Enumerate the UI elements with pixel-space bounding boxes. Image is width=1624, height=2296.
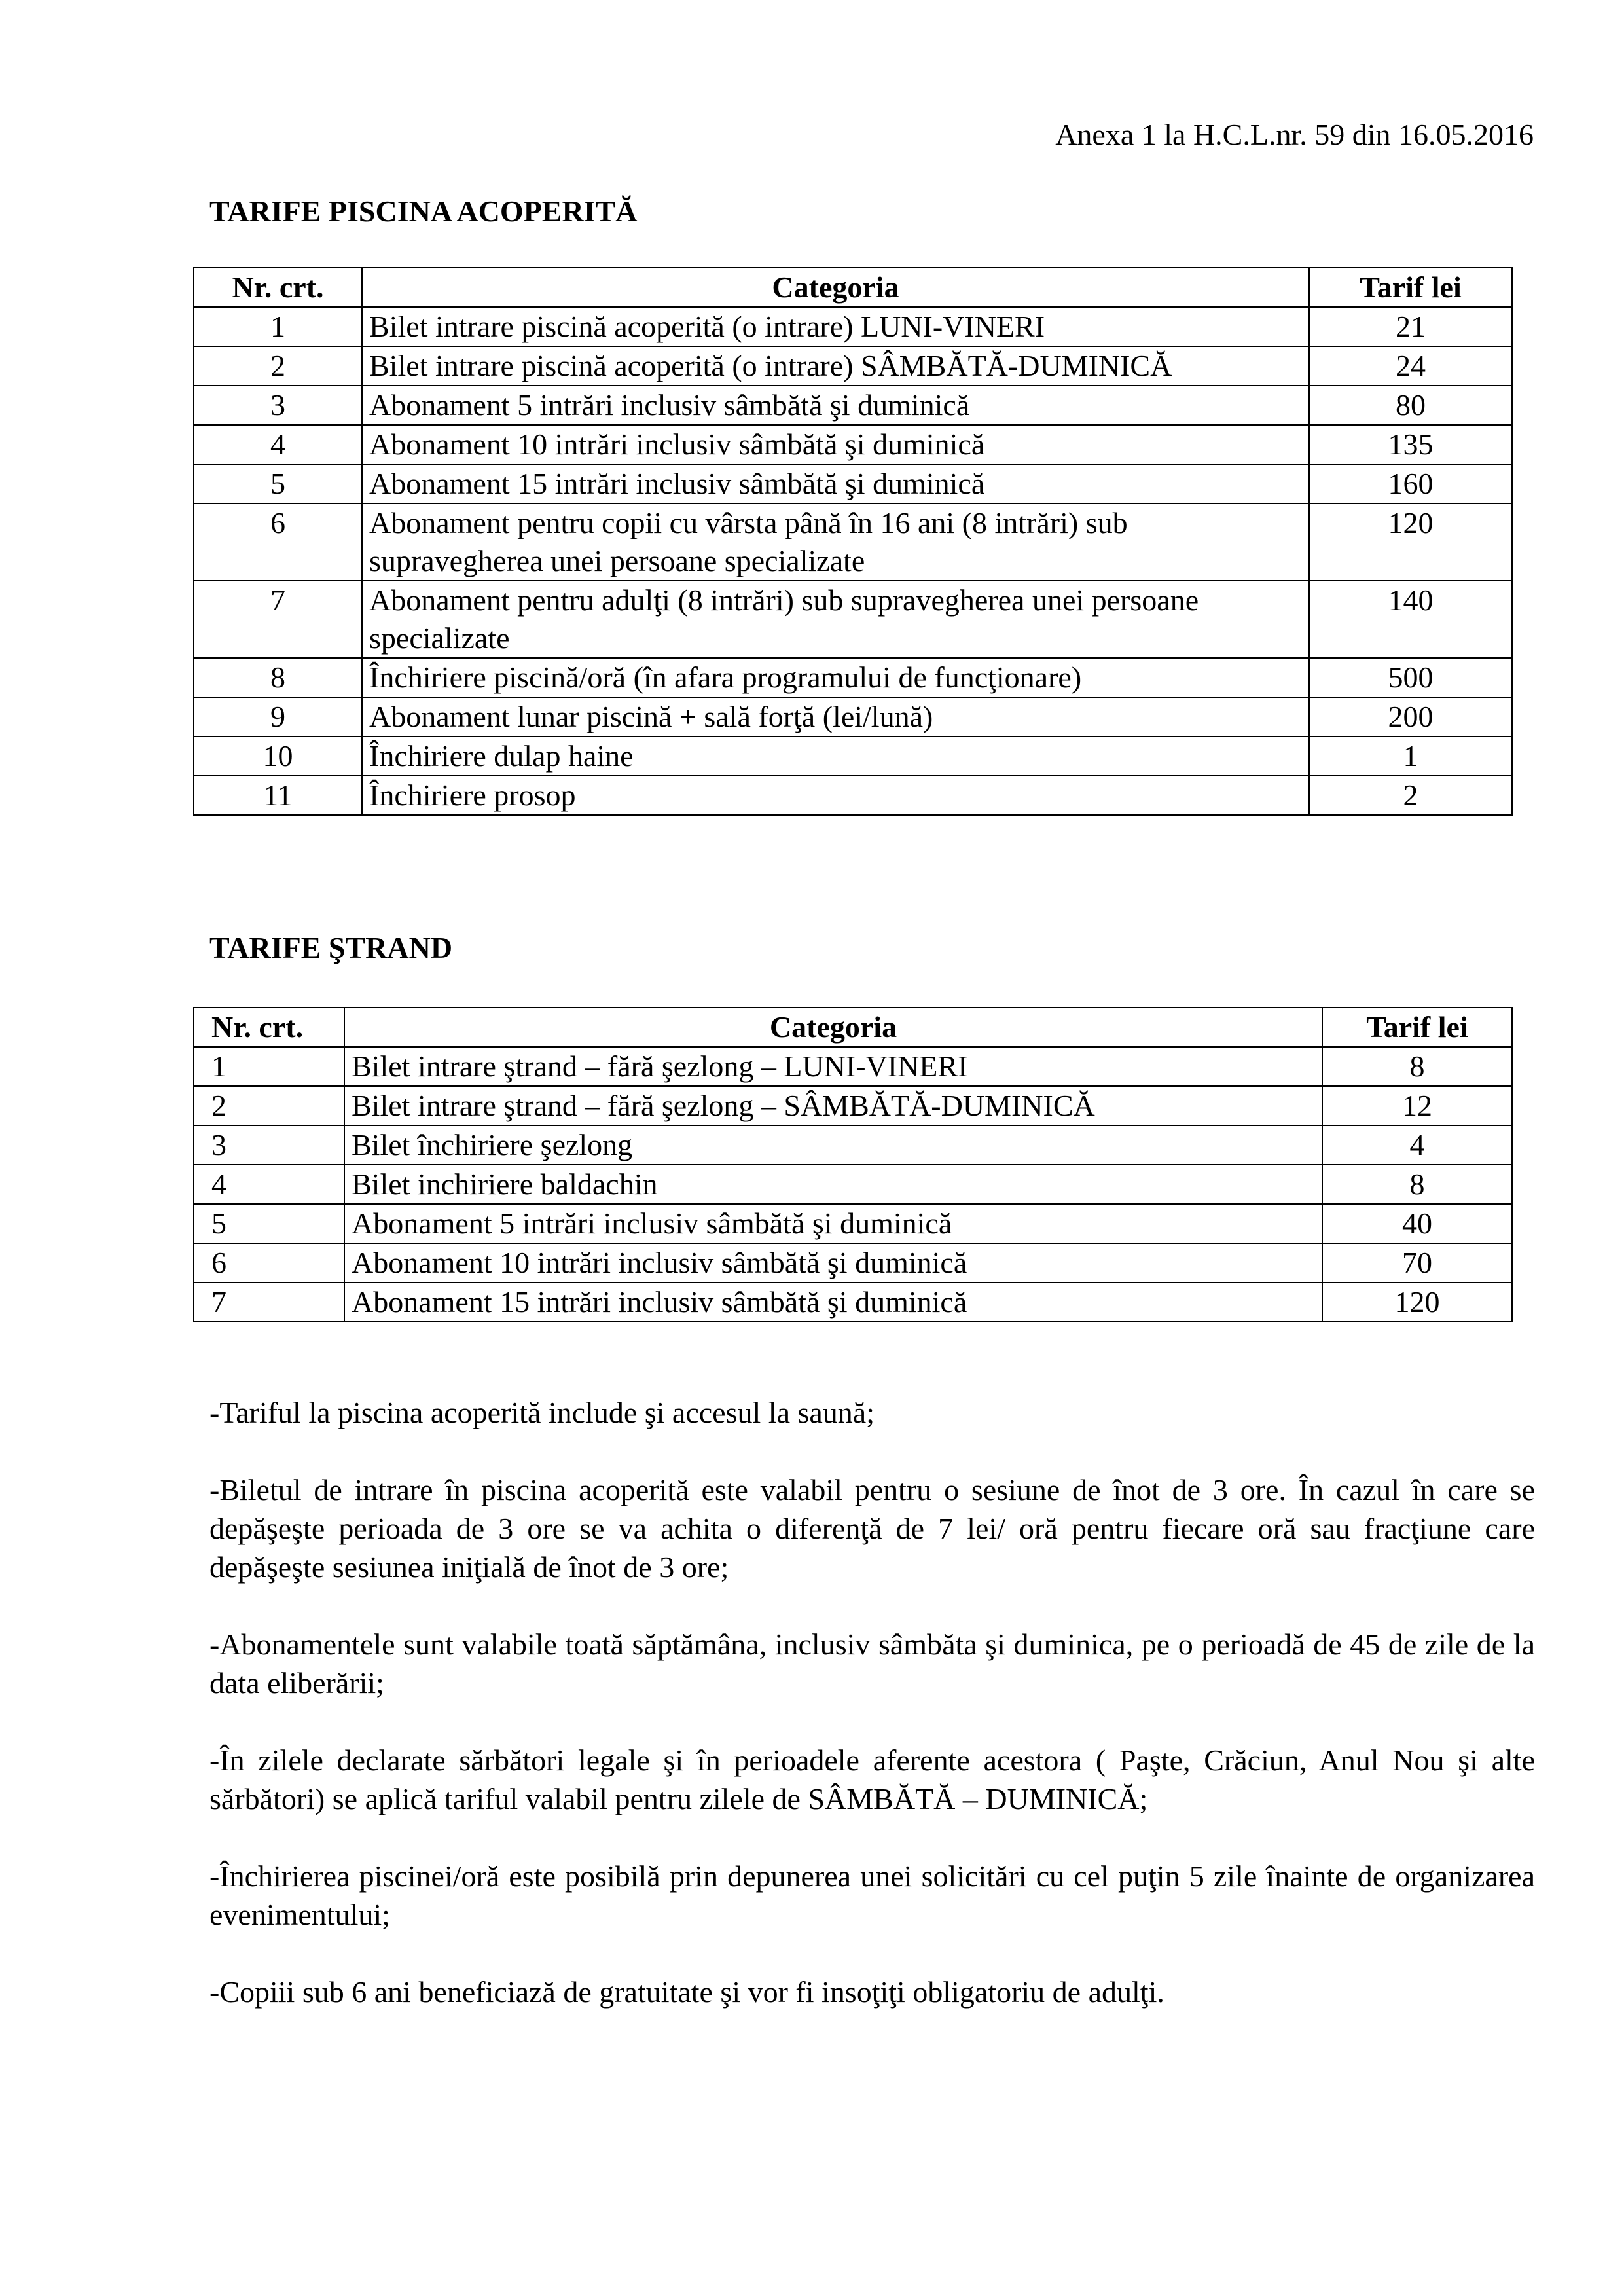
row-number: 1 (194, 307, 362, 346)
table-row (194, 1125, 1512, 1165)
row-tariff: 200 (1309, 697, 1512, 737)
row-number: 4 (194, 1165, 344, 1204)
row-category: Abonament 15 intrări inclusiv sâmbătă şi duminică (344, 1283, 1322, 1322)
note-paragraph: -Biletul de intrare în piscina acoperită este valabil pentru o sesiune de înot de 3 ore. În cazul în care se depăşeşte perioada de 3 ore se va achita o diferenţă de 7 lei/ oră pentru fiecare oră sau fracţiune care depăşeşte sesiunea iniţială de înot de 3 ore; (209, 1473, 1535, 1584)
row-tariff: 24 (1309, 346, 1512, 386)
row-tariff: 120 (1309, 503, 1512, 581)
row-number: 3 (194, 386, 362, 425)
row-category: Abonament 15 intrări inclusiv sâmbătă şi duminică (362, 464, 1309, 503)
table-row (194, 386, 1512, 425)
header-categoria: Categoria (362, 268, 1309, 307)
table-row (194, 776, 1512, 815)
table-row (194, 307, 1512, 346)
note-paragraph: -Închirierea piscinei/oră este posibilă prin depunerea unei solicitări cu cel puţin 5 zile înainte de organizarea evenimentului; (209, 1859, 1535, 1931)
row-category: Bilet intrare ştrand – fără şezlong – LUNI-VINERI (344, 1047, 1322, 1086)
row-category: Abonament pentru copii cu vârsta până în 16 ani (8 intrări) sub supravegherea unei persoane specializate (362, 503, 1309, 581)
row-number: 8 (194, 658, 362, 697)
row-category: Abonament lunar piscină + sală forţă (lei/lună) (362, 697, 1309, 737)
header-nr: Nr. crt. (194, 268, 362, 307)
row-number: 5 (194, 464, 362, 503)
note-paragraph: -Tariful la piscina acoperită include şi accesul la saună; (209, 1396, 875, 1429)
table-row (194, 464, 1512, 503)
pool-tariffs-table (193, 267, 1513, 816)
header-categoria: Categoria (344, 1008, 1322, 1047)
note-paragraph: -Abonamentele sunt valabile toată săptămâna, inclusiv sâmbăta şi duminica, pe o perioadă de 45 de zile de la data eliberării; (209, 1628, 1535, 1700)
row-number: 9 (194, 697, 362, 737)
row-tariff: 80 (1309, 386, 1512, 425)
strand-tariffs-title: TARIFE ŞTRAND (209, 931, 453, 964)
row-category: Abonament pentru adulţi (8 intrări) sub supravegherea unei persoane specializate (362, 581, 1309, 658)
row-number: 6 (194, 503, 362, 581)
row-tariff: 140 (1309, 581, 1512, 658)
table-row (194, 1283, 1512, 1322)
row-number: 2 (194, 346, 362, 386)
header-tarif: Tarif lei (1309, 268, 1512, 307)
row-category: Abonament 10 intrări inclusiv sâmbătă şi duminică (344, 1243, 1322, 1283)
notes-section (209, 1393, 1535, 2050)
row-tariff: 2 (1309, 776, 1512, 815)
header-tarif: Tarif lei (1322, 1008, 1512, 1047)
row-category: Abonament 10 intrări inclusiv sâmbătă şi duminică (362, 425, 1309, 464)
row-number: 11 (194, 776, 362, 815)
row-number: 2 (194, 1086, 344, 1125)
row-number: 7 (194, 1283, 344, 1322)
table-header-row (194, 268, 1512, 307)
table-row (194, 1165, 1512, 1204)
row-category: Închiriere piscină/oră (în afara programului de funcţionare) (362, 658, 1309, 697)
row-number: 6 (194, 1243, 344, 1283)
row-tariff: 70 (1322, 1243, 1512, 1283)
table-row (194, 581, 1512, 658)
row-category: Închiriere dulap haine (362, 737, 1309, 776)
table-row (194, 697, 1512, 737)
note-paragraph: -În zilele declarate sărbători legale şi în perioadele aferente acestora ( Paşte, Crăciun, Anul Nou şi alte sărbători) se aplică tariful valabil pentru zilele de SÂMBĂTĂ – DUMINICĂ; (209, 1743, 1535, 1815)
row-tariff: 21 (1309, 307, 1512, 346)
strand-tariffs-table (193, 1007, 1513, 1322)
row-tariff: 135 (1309, 425, 1512, 464)
table-row (194, 1204, 1512, 1243)
pool-tariffs-body (194, 307, 1512, 815)
pool-tariffs-title: TARIFE PISCINA ACOPERITĂ (209, 194, 638, 228)
row-tariff: 40 (1322, 1204, 1512, 1243)
table-row (194, 425, 1512, 464)
note-paragraph: -Copiii sub 6 ani beneficiază de gratuitate şi vor fi insoţiţi obligatoriu de adulţi. (209, 1975, 1164, 2009)
row-tariff: 1 (1309, 737, 1512, 776)
row-category: Închiriere prosop (362, 776, 1309, 815)
row-category: Bilet inchiriere baldachin (344, 1165, 1322, 1204)
row-tariff: 12 (1322, 1086, 1512, 1125)
table-row (194, 737, 1512, 776)
row-tariff: 160 (1309, 464, 1512, 503)
table-header-row (194, 1008, 1512, 1047)
row-number: 5 (194, 1204, 344, 1243)
strand-tariffs-body (194, 1047, 1512, 1322)
header-nr: Nr. crt. (194, 1008, 344, 1047)
row-number: 3 (194, 1125, 344, 1165)
row-tariff: 500 (1309, 658, 1512, 697)
table-row (194, 658, 1512, 697)
table-row (194, 1243, 1512, 1283)
row-number: 10 (194, 737, 362, 776)
row-category: Bilet intrare ştrand – fără şezlong – SÂMBĂTĂ-DUMINICĂ (344, 1086, 1322, 1125)
row-number: 7 (194, 581, 362, 658)
row-category: Bilet intrare piscină acoperită (o intrare) SÂMBĂTĂ-DUMINICĂ (362, 346, 1309, 386)
row-tariff: 4 (1322, 1125, 1512, 1165)
annex-reference: Anexa 1 la H.C.L.nr. 59 din 16.05.2016 (1055, 118, 1534, 151)
row-category: Bilet intrare piscină acoperită (o intrare) LUNI-VINERI (362, 307, 1309, 346)
row-category: Abonament 5 intrări inclusiv sâmbătă şi duminică (362, 386, 1309, 425)
row-number: 1 (194, 1047, 344, 1086)
row-tariff: 8 (1322, 1165, 1512, 1204)
row-number: 4 (194, 425, 362, 464)
table-row (194, 503, 1512, 581)
table-row (194, 346, 1512, 386)
row-tariff: 8 (1322, 1047, 1512, 1086)
table-row (194, 1047, 1512, 1086)
row-tariff: 120 (1322, 1283, 1512, 1322)
row-category: Bilet închiriere şezlong (344, 1125, 1322, 1165)
table-row (194, 1086, 1512, 1125)
row-category: Abonament 5 intrări inclusiv sâmbătă şi duminică (344, 1204, 1322, 1243)
